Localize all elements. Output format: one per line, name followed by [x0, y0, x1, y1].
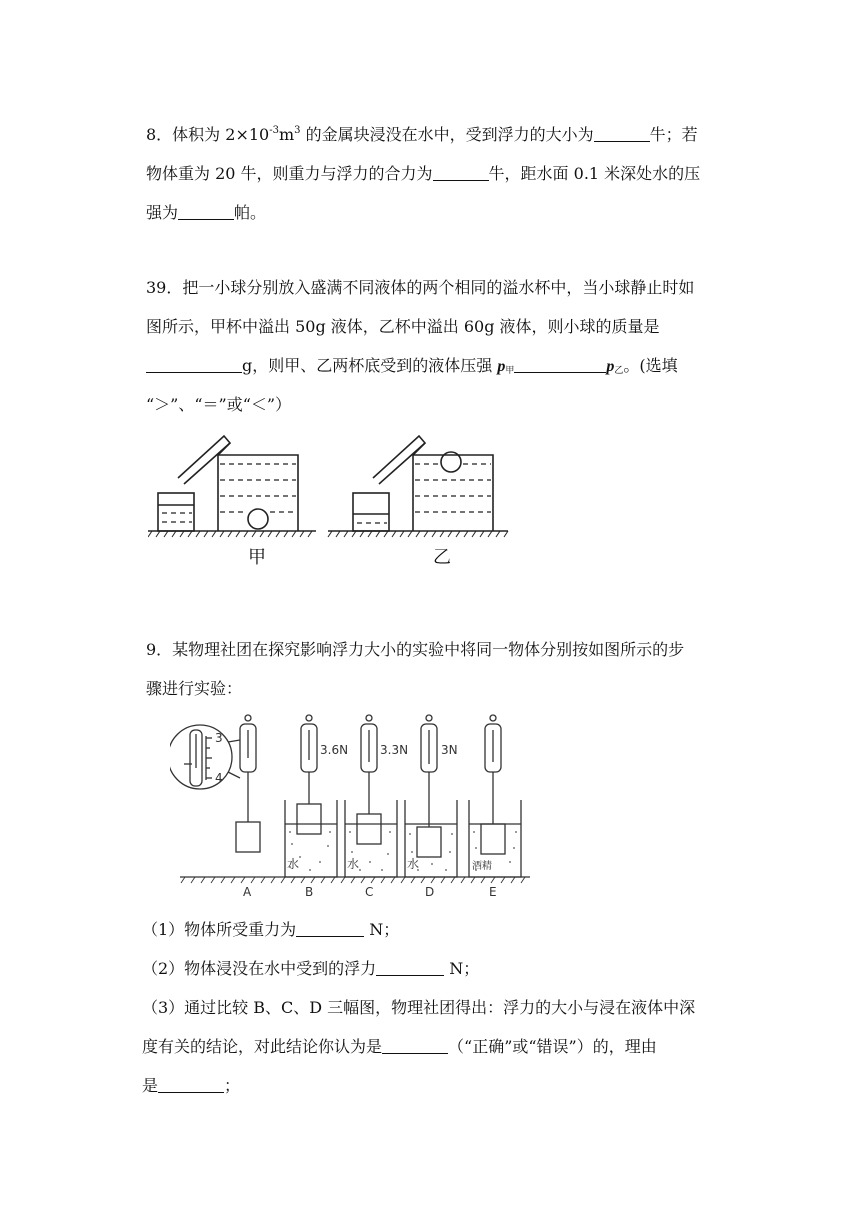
q8-line-2	[146, 154, 726, 193]
scale-tick-4: 4	[215, 771, 223, 785]
q39-line-4: “＞”、“＝”或“＜”）	[146, 395, 292, 414]
q8-blank-2[interactable]	[433, 162, 489, 181]
q9-sub-3-line-1: （3）通过比较 B、C、D 三幅图，物理社团得出：浮力的大小与浸在液体中深	[142, 998, 696, 1017]
liquid-label-e: 酒精	[472, 861, 492, 872]
q8-text: 牛；若	[649, 125, 698, 144]
label-a: A	[243, 885, 252, 899]
reading-c: 3.3N	[380, 743, 409, 757]
reading-d: 3N	[441, 743, 458, 757]
q9-text: N；	[444, 959, 480, 978]
q9-text: N；	[364, 920, 400, 939]
q9-sub-2	[142, 949, 722, 988]
q39-line-2: 图所示，甲杯中溢出 50g 液体，乙杯中溢出 60g 液体，则小球的质量是	[146, 317, 660, 336]
q8-text: 牛，距水面 0.1 米深处水的压	[488, 164, 701, 183]
liquid-label-d: 水	[407, 857, 420, 871]
q9-sub-3-line-2	[142, 1027, 722, 1066]
q9-text: 是	[142, 1076, 159, 1095]
subscript-yi: 乙	[614, 366, 624, 376]
label-jia: 甲	[248, 547, 266, 568]
q39-line-3	[146, 346, 726, 385]
q8-text: 帕。	[234, 203, 267, 222]
q8-blank-1[interactable]	[594, 123, 650, 142]
reading-b: 3.6N	[320, 743, 349, 757]
q8-text: 的金属块浸没在水中，受到浮力的大小为	[300, 125, 594, 144]
q8-text: 8．体积为 2×10	[146, 125, 270, 144]
q8-blank-3[interactable]	[178, 201, 234, 220]
q9-sub-3-line-3	[142, 1066, 722, 1105]
spring-scale-figure	[170, 712, 540, 902]
overflow-cups-figure	[148, 428, 528, 578]
q9-text: （2）物体浸没在水中受到的浮力	[142, 959, 377, 978]
q39-line-1: 39．把一小球分别放入盛满不同液体的两个相同的溢水杯中，当小球静止时如	[146, 278, 695, 297]
question-9	[146, 630, 726, 708]
liquid-label-c: 水	[347, 857, 360, 871]
q39-text: g，则甲、乙两杯底受到的液体压强	[242, 356, 498, 375]
q9-text: 度有关的结论，对此结论你认为是	[142, 1037, 383, 1056]
q9-text: （1）物体所受重力为	[142, 920, 297, 939]
scale-tick-3: 3	[215, 731, 223, 745]
q9-line-1: 9．某物理社团在探究影响浮力大小的实验中将同一物体分别按如图所示的步	[146, 640, 685, 659]
label-b: B	[305, 885, 314, 899]
q9-blank-reason[interactable]	[158, 1074, 224, 1093]
label-d: D	[425, 885, 435, 899]
q9-blank-judgement[interactable]	[382, 1035, 448, 1054]
q8-exponent: -3	[269, 125, 279, 136]
q8-line-3	[146, 193, 726, 232]
q39-blank-mass[interactable]	[146, 354, 242, 373]
q8-text: m	[278, 125, 295, 144]
q9-blank-buoyancy[interactable]	[376, 957, 444, 976]
question-8	[146, 115, 726, 232]
q9-text: ；	[224, 1076, 241, 1095]
q9-text: （“正确”或“错误”）的，理由	[448, 1037, 657, 1056]
q8-line-1	[146, 115, 726, 154]
q8-text: 强为	[146, 203, 179, 222]
q9-line-2: 骤进行实验：	[146, 679, 243, 698]
q39-text: 。(选填	[623, 356, 678, 375]
question-39	[146, 268, 726, 424]
q8-text: 物体重为 20 牛，则重力与浮力的合力为	[146, 164, 433, 183]
pressure-symbol: p	[606, 358, 615, 375]
liquid-label-b: 水	[287, 857, 300, 871]
subscript-jia: 甲	[505, 366, 515, 376]
question-9-subparts	[142, 910, 722, 1105]
q9-sub-1	[142, 910, 722, 949]
q9-blank-gravity[interactable]	[296, 918, 364, 937]
label-yi: 乙	[433, 547, 451, 568]
label-e: E	[489, 885, 497, 899]
q8-exponent: 3	[294, 125, 301, 136]
q39-blank-compare[interactable]	[514, 354, 606, 373]
label-c: C	[365, 885, 374, 899]
pressure-symbol: p	[497, 358, 506, 375]
